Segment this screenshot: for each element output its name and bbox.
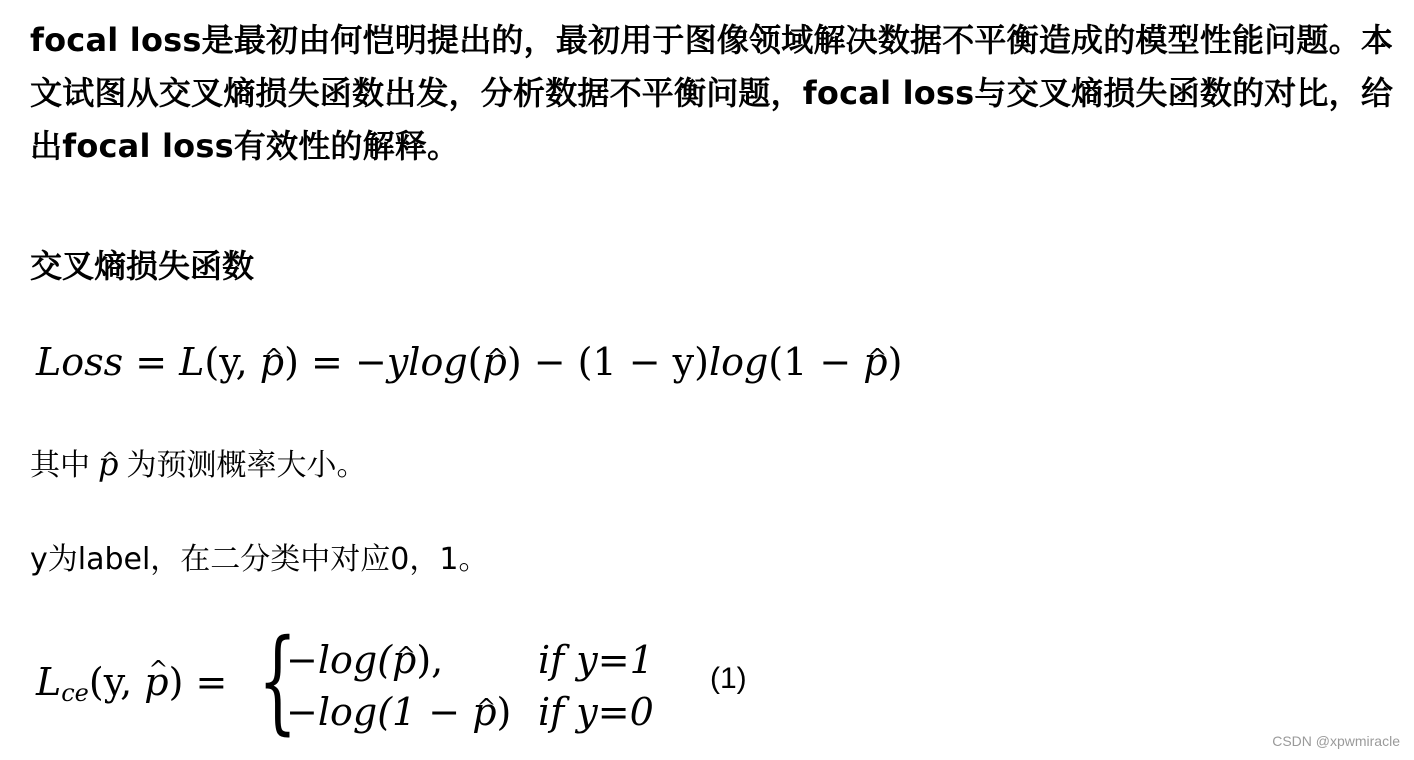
case2-log: −log(1 − (286, 690, 473, 734)
p-hat-symbol-3: p ^ (863, 332, 887, 392)
log-term-1: log (408, 340, 468, 384)
equals-sign-2: = (311, 340, 343, 384)
log-term-2: log (708, 340, 769, 384)
p1-after: 为预测概率大小。 (126, 448, 367, 483)
intro-paragraph: focal loss是最初由何恺明提出的，最初用于图像领域解决数据不平衡造成的模型性能问题。本文试图从交叉熵损失函数出发，分析数据不平衡问题，focal loss与交叉熵损失函数的对比，给出focal loss有效性的解释。 (30, 21, 1394, 165)
csdn-watermark: CSDN @xpwmiracle (1272, 733, 1400, 749)
ce-subscript: ce (61, 679, 89, 707)
case-row-2 (286, 686, 654, 738)
p-hat-symbol: p ^ (260, 332, 284, 392)
left-brace: { (258, 616, 298, 746)
p1-before: 其中 (30, 448, 90, 483)
case2-condition: if y=0 (538, 690, 654, 734)
case2-expression (286, 686, 538, 738)
case1-condition: if y=1 (538, 638, 654, 682)
inline-p-hat-symbol: p ^ (90, 442, 126, 486)
L-ce-symbol: L (36, 660, 62, 704)
label-description: y为label，在二分类中对应0，1。 (30, 542, 489, 577)
args-close: ) (284, 340, 299, 384)
L-symbol: L (179, 340, 205, 384)
cross-entropy-equation (36, 332, 902, 392)
neg-y-term: −y (354, 340, 409, 384)
one-minus-term: (1 − (768, 340, 864, 384)
cases-block (286, 634, 654, 738)
lce-close: ) = (168, 660, 228, 704)
case-row-1 (286, 634, 654, 686)
p-hat-description (30, 442, 366, 488)
p-hat-symbol-2: p ^ (482, 332, 506, 392)
case2-close: ) (496, 690, 512, 734)
section-heading: 交叉熵损失函数 (30, 247, 255, 285)
case2-p-hat: p ^ (472, 686, 496, 738)
lce-p-hat: p ^ (144, 660, 168, 704)
lce-args: (y, (88, 660, 145, 704)
equals-sign: = (135, 340, 168, 384)
case1-expression (286, 634, 538, 686)
case1-p-hat: p ^ (392, 634, 416, 686)
loss-symbol: Loss (36, 340, 124, 384)
args-open: (y, (204, 340, 260, 384)
case1-close: ), (416, 638, 444, 682)
case1-log: −log( (286, 638, 393, 682)
final-close: ) (887, 340, 903, 384)
middle-term: ) − (1 − y) (506, 340, 709, 384)
lce-lhs (36, 660, 227, 707)
paren-open: ( (467, 340, 483, 384)
equation-number: (1) (710, 662, 747, 695)
